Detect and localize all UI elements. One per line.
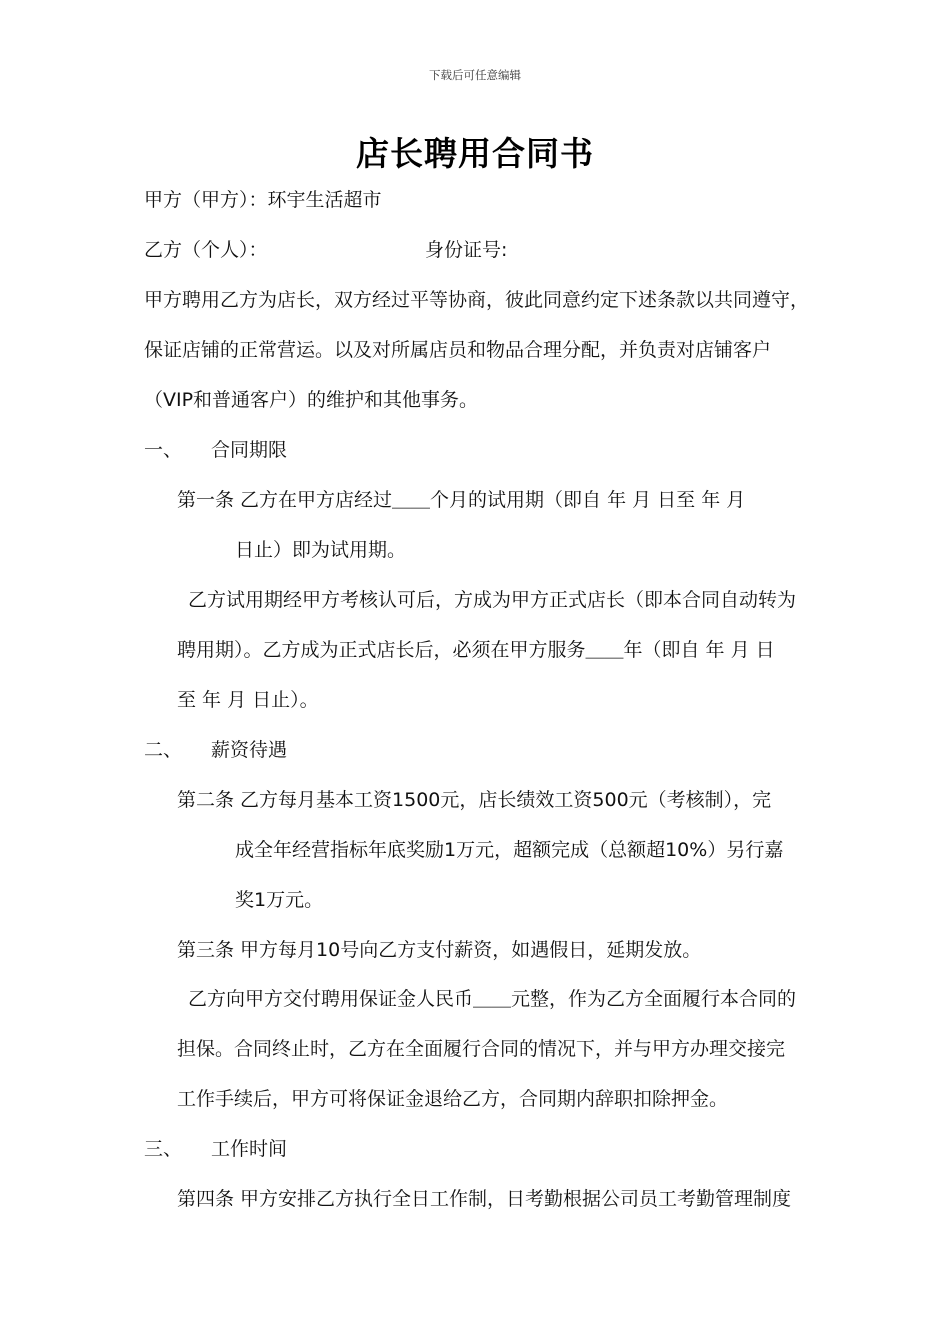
party-b-line: 乙方（个人）：: [144, 239, 268, 261]
article-line: 第二条 乙方每月基本工资1500元，店长绩效工资500元（考核制），完: [177, 789, 772, 811]
paragraph-line: 工作手续后，甲方可将保证金退给乙方，合同期内辞职扣除押金。: [177, 1088, 729, 1110]
article-continuation: 奖1万元。: [235, 889, 324, 911]
article-line: 第三条 甲方每月10号向乙方支付薪资，如遇假日，延期发放。: [177, 939, 702, 961]
document-title: 店长聘用合同书: [356, 134, 594, 173]
section-number: 三、: [144, 1138, 183, 1160]
paragraph-line: 乙方试用期经甲方考核认可后，方成为甲方正式店长（即本合同自动转为: [188, 589, 797, 611]
section-title: 工作时间: [211, 1138, 288, 1160]
article-line: 第一条 乙方在甲方店经过＿＿个月的试用期（即自 年 月 日至 年 月: [177, 489, 746, 511]
section-title: 薪资待遇: [211, 739, 288, 761]
paragraph-line: 至 年 月 日止）。: [177, 689, 319, 711]
intro-line: 保证店铺的正常营运。以及对所属店员和物品合理分配，并负责对店铺客户: [144, 339, 772, 361]
intro-line: （VIP和普通客户）的维护和其他事务。: [144, 389, 479, 411]
section-number: 一、: [144, 439, 183, 461]
header-note: 下载后可任意编辑: [429, 68, 521, 82]
article-continuation: 日止）即为试用期。: [235, 539, 407, 561]
article-continuation: 成全年经营指标年底奖励1万元，超额完成（总额超10%）另行嘉: [235, 839, 784, 861]
article-line: 第四条 甲方安排乙方执行全日工作制，日考勤根据公司员工考勤管理制度: [177, 1188, 792, 1210]
section-title: 合同期限: [211, 439, 288, 461]
paragraph-line: 担保。合同终止时，乙方在全面履行合同的情况下，并与甲方办理交接完: [177, 1038, 786, 1060]
id-number-label: 身份证号:: [425, 239, 508, 261]
section-number: 二、: [144, 739, 183, 761]
intro-line: 甲方聘用乙方为店长，双方经过平等协商，彼此同意约定下述条款以共同遵守，: [144, 289, 810, 311]
paragraph-line: 乙方向甲方交付聘用保证金人民币＿＿元整，作为乙方全面履行本合同的: [188, 988, 797, 1010]
party-a-line: 甲方（甲方）：环宇生活超市: [144, 189, 382, 211]
paragraph-line: 聘用期）。乙方成为正式店长后，必须在甲方服务＿＿年（即自 年 月 日: [177, 639, 775, 661]
